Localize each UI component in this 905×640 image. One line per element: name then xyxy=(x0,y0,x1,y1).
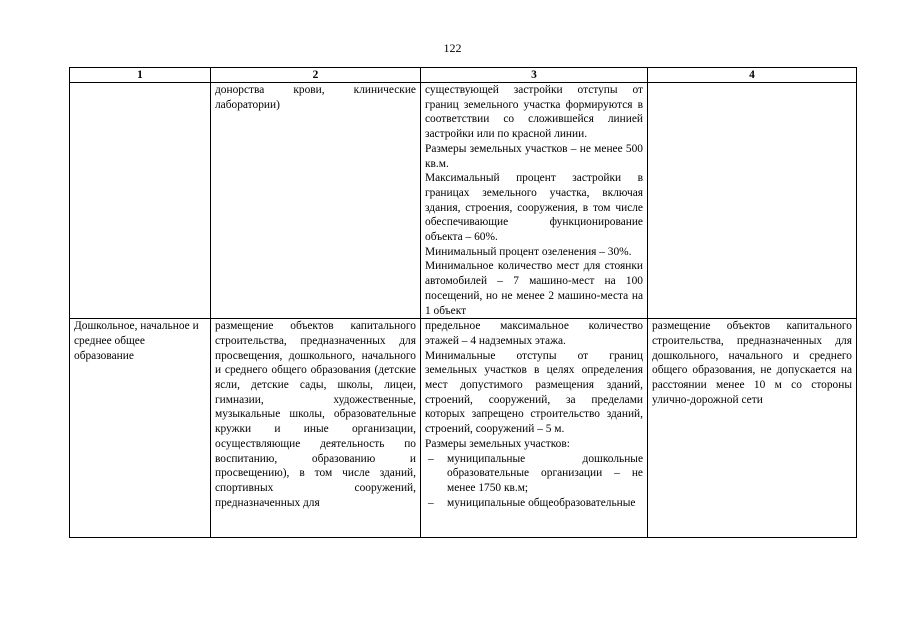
description-clip xyxy=(215,319,416,537)
parameter-text: существующей застройки отступы от границ земельного участка формируются в соответствии со сложившейся линией застройки или по красной линии. xyxy=(425,84,643,141)
page-number: 122 xyxy=(443,41,462,55)
parameter-text: предельное максимальное количество этажей – 4 надземных этажа. xyxy=(425,320,643,347)
land-use-name-text: Дошкольное, начальное и среднее общее образование xyxy=(74,320,199,362)
cell-land-use-name xyxy=(70,83,211,319)
column-header-1: 1 xyxy=(70,68,211,83)
column-header-2: 2 xyxy=(211,68,421,83)
description-text: размещение объектов капитального строительства, предназначенных для просвещения, дошкольного, начального и среднего общего образования (детские ясли, детские сады, школы, лицеи, гимназии, художественные, музыкальные школы, образовательные кружки и иные организации, осуществляющие деятельность по воспитанию, образованию и просвещению), в том числе зданий, спортивных сооружений, предназначенных для xyxy=(215,320,416,509)
parameter-text: Минимальные отступы от границ земельных участков в целях определения мест допустимого размещения зданий, строений, сооружений, за пределами которых запрещено строительство зданий, строений, сооружений – 5 м. xyxy=(425,349,643,436)
cell-description xyxy=(211,83,421,319)
restrictions-clip xyxy=(652,319,852,537)
column-header-3: 3 xyxy=(421,68,648,83)
column-header-4: 4 xyxy=(648,68,857,83)
list-item: – муниципальные общеобразовательные xyxy=(425,496,643,511)
cell-parameters xyxy=(421,319,648,538)
table-row xyxy=(70,83,857,319)
parameter-text: Размеры земельных участков: xyxy=(425,437,570,450)
cell-restrictions xyxy=(648,319,857,538)
cell-description xyxy=(211,319,421,538)
cell-parameters xyxy=(421,83,648,319)
parameter-text: Размеры земельных участков – не менее 500 кв.м. xyxy=(425,142,643,170)
regulations-table xyxy=(69,67,857,538)
cell-restrictions xyxy=(648,83,857,319)
parameter-text: Минимальное количество мест для стоянки автомобилей – 7 машино-мест на 100 посещений, но не менее 2 машино-места на 1 объект xyxy=(425,260,643,317)
description-text: донорства крови, клинические лаборатории) xyxy=(215,84,416,111)
parameters-clip xyxy=(425,319,643,537)
table-row xyxy=(70,319,857,538)
restriction-text: размещение объектов капитального строительства, предназначенных для дошкольного, начального и среднего общего образования, не допускается на расстоянии менее 10 м со стороны улично-дорожной сети xyxy=(652,320,852,406)
cell-land-use-name xyxy=(70,319,211,538)
list-item: – муниципальные дошкольные образовательные организации – не менее 1750 кв.м; xyxy=(425,452,643,496)
land-size-list xyxy=(425,452,643,511)
parameter-text: Минимальный процент озеленения – 30%. xyxy=(425,245,632,258)
table-header-row xyxy=(70,68,857,83)
parameter-text: Максимальный процент застройки в границах земельного участка, включая здания, строения, сооружения, в том числе обеспечивающие функционирование объекта – 60%. xyxy=(425,172,643,244)
